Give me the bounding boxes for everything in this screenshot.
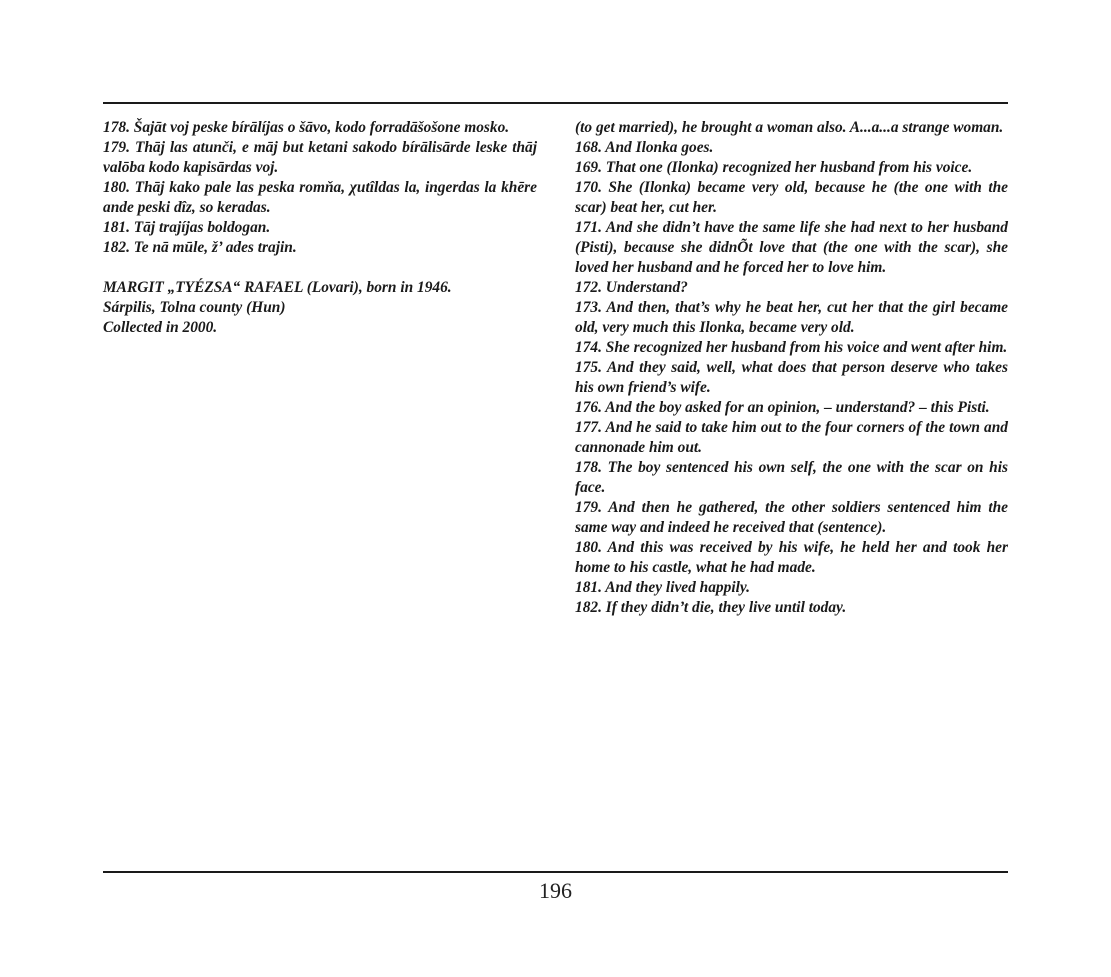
credit-narrator: MARGIT „TYÉZSA“ RAFAEL (Lovari), born in 1946. — [103, 279, 452, 296]
left-column — [103, 118, 537, 338]
paragraph: 180. Thāj kako pale las peska romňa, χutîldas la, ingerdas la khēre ande peski dîz, so keradas. — [103, 179, 537, 216]
paragraph: 178. Šajāt voj peske bírālíjas o šāvo, kodo forradāšošone mosko. — [103, 119, 510, 136]
paragraph: 173. And then, that’s why he beat her, cut her that the girl became old, very much this Ilonka, became very old. — [575, 299, 1008, 336]
paragraph: 174. She recognized her husband from his voice and went after him. — [575, 339, 1008, 356]
bottom-rule — [103, 871, 1008, 873]
credit-collected: Collected in 2000. — [103, 319, 218, 336]
paragraph: 181. Tāj trajíjas boldogan. — [103, 219, 271, 236]
page-number: 196 — [539, 878, 572, 903]
paragraph: 169. That one (Ilonka) recognized her husband from his voice. — [575, 159, 973, 176]
paragraph: 172. Understand? — [575, 279, 688, 296]
paragraph: 179. Thāj las atunči, e māj but ketani sakodo bírālisārde leske thāj valōba kodo kapisārdas voj. — [103, 139, 537, 176]
paragraph: 177. And he said to take him out to the four corners of the town and cannonade him out. — [575, 419, 1008, 456]
paragraph: 175. And they said, well, what does that person deserve who takes his own friend’s wife. — [575, 359, 1008, 396]
paragraph: 179. And then he gathered, the other soldiers sentenced him the same way and indeed he received that (sentence). — [575, 499, 1008, 536]
paragraph: 168. And Ilonka goes. — [575, 139, 714, 156]
paragraph: 170. She (Ilonka) became very old, because he (the one with the scar) beat her, cut her. — [575, 179, 1008, 216]
paragraph: 181. And they lived happily. — [575, 579, 750, 596]
right-column — [575, 118, 1008, 618]
spacer — [103, 258, 537, 278]
paragraph: 182. Te nā mūle, ž’ ades trajin. — [103, 239, 297, 256]
paragraph: 180. And this was received by his wife, he held her and took her home to his castle, what he had made. — [575, 539, 1008, 576]
paragraph: 176. And the boy asked for an opinion, – understand? – this Pisti. — [575, 399, 990, 416]
paragraph: 171. And she didn’t have the same life she had next to her husband (Pisti), because she didnÕt love that (the one with the scar), she loved her husband and he forced her to love him. — [575, 219, 1008, 276]
credit-location: Sárpilis, Tolna county (Hun) — [103, 299, 286, 316]
paragraph: 178. The boy sentenced his own self, the one with the scar on his face. — [575, 459, 1008, 496]
top-rule — [103, 102, 1008, 104]
paragraph: 182. If they didn’t die, they live until today. — [575, 599, 847, 616]
paragraph: (to get married), he brought a woman also. A...a...a strange woman. — [575, 119, 1004, 136]
